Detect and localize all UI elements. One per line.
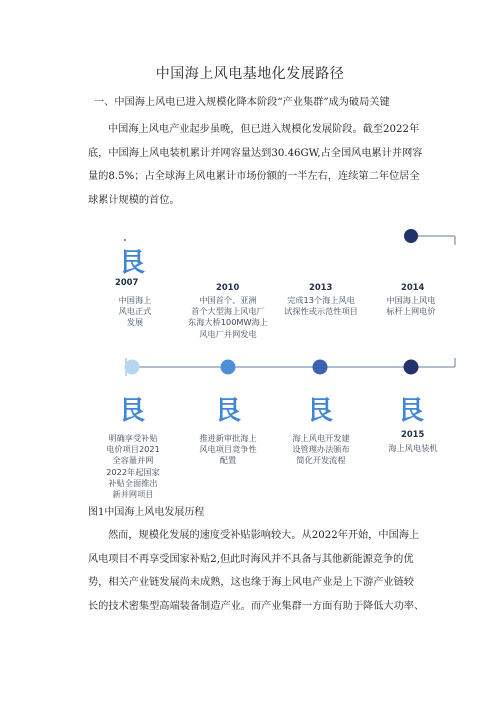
- top-timeline-dot: [404, 229, 418, 243]
- milestone-line: 海上风电开发建: [292, 433, 350, 443]
- milestone-line: 配置: [219, 455, 237, 466]
- milestone-line: 试探性或示范性项目: [284, 306, 358, 317]
- year-label: 2015: [401, 429, 425, 439]
- milestone-line: 补贴全面推出: [108, 477, 158, 488]
- milestone-text: [105, 295, 165, 329]
- milestone-text: [376, 295, 446, 317]
- timeline-glyph: 艮: [398, 396, 425, 426]
- milestone-line: 2022年起国家: [106, 466, 160, 477]
- paragraph-line: 球累计规模的首位。: [88, 194, 180, 206]
- milestone-line: 中国海上: [118, 295, 152, 305]
- document-title: 中国海上风电基地化发展路径: [155, 66, 345, 82]
- timeline-dot-4: [404, 360, 419, 375]
- timeline-glyph: 艮: [119, 396, 146, 426]
- year-label: 2014: [401, 282, 425, 292]
- year-label: 2007: [115, 277, 139, 287]
- timeline-glyph: 艮: [215, 396, 242, 426]
- milestone-line: 发展: [126, 317, 144, 328]
- milestone-line: 完成13个海上风电: [287, 295, 355, 305]
- year-label: 2010: [216, 282, 240, 292]
- paragraph-line: 中国海上风电产业起步虽晚，但已进入规模化发展阶段。截至2022年: [108, 124, 420, 135]
- paragraph-line: 风电项目不再享受国家补贴2,但此时海风并不具备与其他新能源竞争的优: [88, 553, 414, 565]
- milestone-text: [283, 433, 359, 467]
- milestone-line: 推进新审批海上: [199, 433, 257, 443]
- milestone-line: 中国首个、亚洲: [199, 295, 257, 305]
- milestone-line: 简化开发流程: [296, 455, 346, 466]
- milestone-line: 明确享受补贴: [108, 433, 158, 443]
- timeline-dot-2: [221, 360, 236, 375]
- paragraph-line: 量的8.5%；占全球海上风电累计市场份额的一半左右，连续第二年位居全: [88, 171, 420, 182]
- milestone-line: 东海大桥100MW海上: [188, 317, 268, 328]
- milestone-line: 首个大型海上风电厂: [191, 306, 265, 317]
- milestone-line: 电价项目2021: [106, 444, 160, 455]
- milestone-line: 风电正式: [118, 306, 152, 317]
- milestone-line: 风电项目竞争性: [199, 444, 257, 455]
- paragraph-line: 长的技术密集型高端装备制造产业。而产业集群一方面有助于降低大功率、: [88, 600, 425, 612]
- milestone-text: [380, 443, 446, 454]
- milestone-line: 海上风电装机: [388, 443, 438, 453]
- milestone-line: 全容量并网: [112, 455, 154, 466]
- milestone-text: [178, 295, 278, 340]
- timeline-dot-1: [125, 360, 140, 375]
- milestone-line: 风电厂并网发电: [199, 328, 257, 339]
- paragraph-2: [88, 524, 440, 618]
- timeline-dot-3: [313, 360, 328, 375]
- timeline-glyph: 艮: [307, 396, 334, 426]
- timeline-glyph-top: 艮: [119, 248, 146, 278]
- paragraph-line: 然而，规模化发展的速度受补贴影响较大。从2022年开始，中国海上: [108, 530, 420, 541]
- milestone-line: 中国海上风电: [386, 295, 436, 305]
- milestone-text: [278, 295, 364, 317]
- milestone-text: [100, 433, 166, 500]
- paragraph-line: 势，相关产业链发展尚未成熟，这也缘于海上风电产业是上下游产业链较: [88, 577, 414, 588]
- paragraph-line: 底，中国海上风电装机累计并网容量达到30.46GW,占全国风电累计并网容: [88, 147, 423, 159]
- milestone-line: 设管理办法颁布: [292, 444, 350, 455]
- milestone-line: 新并网项目: [112, 489, 154, 500]
- year-label: 2013: [309, 282, 333, 292]
- heading-line: 一、中国海上风电已进入规模化降本阶段“产业集群”成为破局关键: [94, 97, 390, 108]
- milestone-text: [190, 433, 266, 467]
- figure-caption: 图1中国海上风电发展历程: [88, 507, 205, 518]
- small-dot: [124, 239, 126, 241]
- milestone-line: 标杆上网电价: [386, 306, 436, 317]
